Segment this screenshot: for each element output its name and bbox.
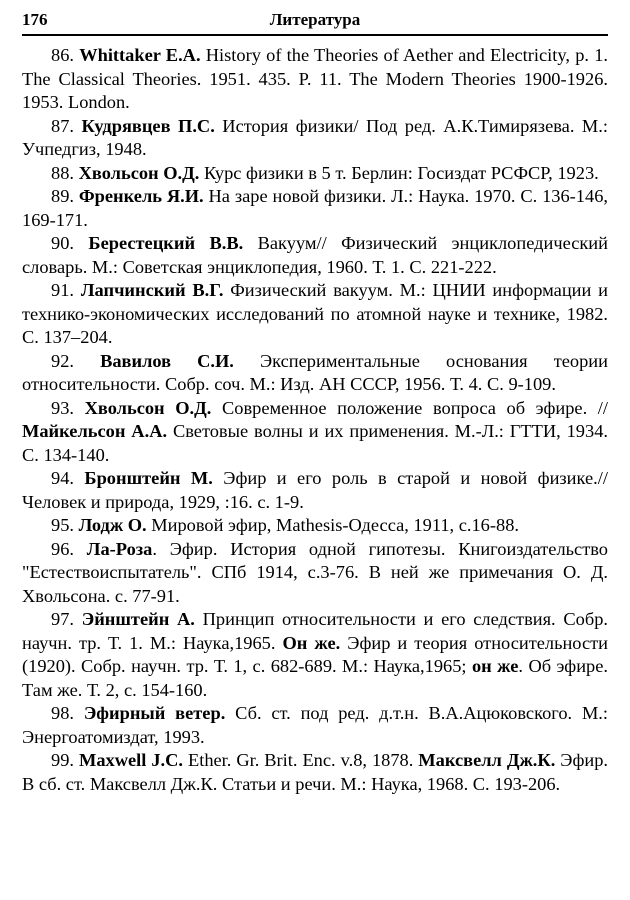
entry-number: 93. [51, 397, 74, 418]
entry-number: 92. [51, 350, 74, 371]
entry-number: 86. [51, 45, 74, 65]
author-name: Лапчинский В.Г. [80, 280, 224, 300]
entry-number: 90. [51, 233, 74, 253]
running-header [22, 4, 608, 36]
author-name: Он же. [282, 632, 341, 653]
reference-entry [22, 397, 608, 468]
citation-text: Световые волны и их применения. М.-Л.: ГТТИ, 1934. С. 134-140. [22, 421, 608, 465]
author-name: Хвольсон О.Д. [78, 162, 200, 183]
entry-number: 91. [51, 280, 74, 300]
citation-text: Экспериментальные основания теории относительности. Собр. соч. М.: Изд. АН СССР, 1956. Т. 4. С. 9-109. [22, 350, 608, 394]
author-name: Хвольсон О.Д. [84, 397, 212, 418]
reference-entry [22, 279, 608, 350]
entry-number: 99. [51, 750, 74, 770]
author-name: Максвелл Дж.К. [418, 750, 556, 770]
reference-entry [22, 514, 608, 538]
reference-entry [22, 608, 608, 702]
citation-text: Курс физики в 5 т. Берлин: Госиздат РСФСР, 1923. [199, 162, 599, 183]
author-name: Френкель Я.И. [78, 186, 204, 206]
page-number: 176 [22, 10, 48, 29]
citation-text: История физики/ Под ред. А.К.Тимирязева. М.: Учпедгиз, 1948. [22, 115, 608, 159]
citation-text: Эфир и теория относительности (1920). Собр. научн. тр. Т. 1, с. 682-689. М.: Наука,1965; [22, 632, 608, 676]
citation-text: Современное положение вопроса об эфире. // [211, 397, 608, 418]
reference-entry [22, 350, 608, 397]
reference-entry [22, 467, 608, 514]
author-name: Лодж О. [78, 515, 147, 535]
reference-entry [22, 232, 608, 279]
author-name: Эйнштейн А. [81, 609, 195, 629]
citation-text: Эфир и его роль в старой и новой физике.// Человек и природа, 1929, :16. с. 1-9. [22, 468, 608, 512]
reference-entry [22, 185, 608, 232]
author-name: Эфирный ветер. [83, 703, 226, 723]
citation-text: . Эфир. История одной гипотезы. Книгоиздательство "Естествоиспытатель". СПб 1914, с.3-76. В ней же примечания О. Д. Хвольсона. с. 77-91. [22, 538, 608, 606]
entry-number: 88. [51, 162, 74, 183]
reference-list [22, 44, 608, 796]
author-name: Кудрявцев П.С. [81, 115, 215, 136]
citation-text: Вакуум// Физический энциклопедический словарь. М.: Советская энциклопедия, 1960. Т. 1. С. 221-222. [22, 233, 608, 277]
author-name: Вавилов С.И. [100, 350, 234, 371]
reference-entry [22, 538, 608, 609]
reference-entry [22, 702, 608, 749]
entry-number: 87. [51, 115, 74, 136]
citation-text: Сб. ст. под ред. д.т.н. В.А.Ацюковского. М.: Энергоатомиздат, 1993. [22, 703, 609, 747]
entry-number: 96. [51, 538, 74, 559]
author-name: Whittaker E.A. [79, 45, 201, 65]
citation-text: Ether. Gr. Brit. Enc. v.8, 1878. [183, 750, 419, 770]
entry-number: 97. [51, 609, 74, 629]
entry-number: 98. [51, 703, 74, 723]
citation-text: На заре новой физики. Л.: Наука. 1970. С. 136-146, 169-171. [22, 186, 608, 230]
entry-number: 89. [51, 186, 74, 206]
author-name: Берестецкий В.В. [88, 233, 244, 253]
running-title: Литература [269, 10, 361, 29]
citation-text: Принцип относительности и его следствия. Собр. научн. тр. Т. 1. М.: Наука,1965. [22, 609, 608, 653]
entry-number: 95. [51, 515, 74, 535]
citation-text: History of the Theories of Aether and Electricity, p. 1. The Classical Theories. 1951. 435. P. 11. The Modern Theories 1900-1926. 1953. London. [22, 45, 608, 112]
author-name: Ла-Роза [86, 538, 153, 559]
citation-text: Эфир. В сб. ст. Максвелл Дж.К. Статьи и речи. М.: Наука, 1968. С. 193-206. [22, 750, 608, 794]
author-name: Майкельсон А.А. [22, 421, 168, 441]
reference-entry [22, 749, 608, 796]
author-name: Maxwell J.C. [78, 750, 184, 770]
author-name: Бронштейн М. [84, 468, 213, 488]
entry-number: 94. [51, 468, 74, 488]
citation-text: Физический вакуум. М.: ЦНИИ информации и технико-экономических исследований по атомной науке и технике, 1982. С. 137–204. [22, 280, 608, 347]
author-name: он же [471, 656, 519, 676]
reference-entry [22, 162, 608, 186]
citation-text: Мировой эфир, Mathesis-Одесса, 1911, с.16-88. [146, 515, 519, 535]
reference-entry [22, 44, 608, 115]
reference-entry [22, 115, 608, 162]
citation-text: . Об эфире. Там же. Т. 2, с. 154-160. [22, 656, 608, 700]
